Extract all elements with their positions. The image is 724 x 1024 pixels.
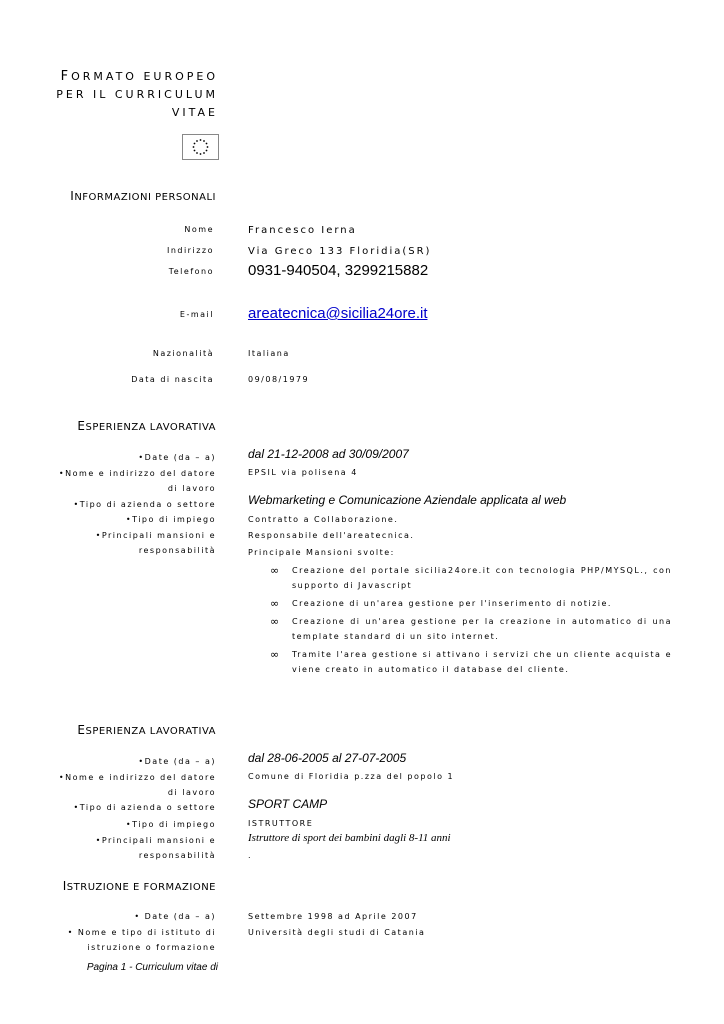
infinity-bullet-icon: ∞ [270, 615, 280, 628]
work1-duties-2: Principale Mansioni svolte: [248, 548, 395, 557]
education-school-label: • Nome e tipo di istituto di istruzione o formazione [67, 928, 216, 952]
work2-dates-label: •Date (da – a) [138, 757, 216, 766]
work2-job: ISTRUTTORE [248, 819, 314, 828]
work1-dates: dal 21-12-2008 ad 30/09/2007 [248, 447, 409, 461]
list-item: ∞ Creazione di un'area gestione per la creazione in automatico di una template standard di un sito internet. [270, 614, 672, 644]
address-label: Indirizzo [166, 246, 214, 255]
work2-duties-label: •Principali mansioni e responsabilità [95, 836, 216, 860]
phone-value: 0931-940504, 3299215882 [248, 262, 429, 279]
name-value: Francesco Ierna [248, 225, 357, 236]
email-label: E-mail [179, 310, 214, 319]
section-personal-info: INFORMAZIONI PERSONALI [70, 189, 216, 203]
work1-duties-list [270, 563, 672, 677]
title-line2: PER IL CURRICULUM [56, 88, 218, 101]
nationality-label: Nazionalità [152, 349, 214, 358]
name-label: Nome [184, 225, 214, 234]
section-work-experience-2: ESPERIENZA LAVORATIVA [77, 723, 216, 737]
work1-sector: Webmarketing e Comunicazione Aziendale applicata al web [248, 493, 567, 507]
infinity-bullet-icon: ∞ [270, 564, 280, 577]
work2-duties-2: . [248, 851, 253, 860]
title-initial: F [60, 69, 72, 84]
work1-duties-label: •Principali mansioni e responsabilità [95, 531, 216, 555]
section-work-experience-1: ESPERIENZA LAVORATIVA [77, 419, 216, 433]
work2-employer-label: •Nome e indirizzo del datore di lavoro [58, 773, 216, 797]
infinity-bullet-icon: ∞ [270, 648, 280, 661]
work2-employer: Comune di Floridia p.zza del popolo 1 [248, 772, 455, 781]
birth-value: 09/08/1979 [248, 375, 310, 384]
infinity-bullet-icon: ∞ [270, 597, 280, 610]
list-item: ∞ Creazione del portale sicilia24ore.it con tecnologia PHP/MYSQL., con supporto di Javascript [270, 563, 672, 593]
work1-employer: EPSIL via polisena 4 [248, 468, 358, 477]
title-line3: VITAE [171, 106, 218, 119]
work1-duties-1: Responsabile dell'areatecnica. [248, 531, 415, 540]
education-school: Università degli studi di Catania [248, 928, 426, 937]
work1-employer-label: •Nome e indirizzo del datore di lavoro [58, 469, 216, 493]
education-dates: Settembre 1998 ad Aprile 2007 [248, 912, 418, 921]
work1-dates-label: •Date (da – a) [138, 453, 216, 462]
work1-job: Contratto a Collaborazione. [248, 515, 399, 524]
work2-duties-1: Istruttore di sport dei bambini dagli 8-11 anni [248, 832, 451, 844]
address-value: Via Greco 133 Floridia(SR) [248, 246, 432, 257]
eu-flag-logo [182, 134, 219, 160]
email-link[interactable]: areatecnica@sicilia24ore.it [248, 305, 428, 322]
work1-sector-label: •Tipo di azienda o settore [73, 500, 216, 509]
nationality-value: Italiana [248, 349, 290, 358]
phone-label: Telefono [168, 267, 214, 276]
title-line1: ORMATO EUROPEO [71, 70, 218, 83]
work2-sector-label: •Tipo di azienda o settore [73, 803, 216, 812]
eu-stars-icon [183, 135, 218, 159]
work2-job-label: •Tipo di impiego [125, 820, 216, 829]
education-dates-label: • Date (da – a) [134, 912, 216, 921]
cv-format-title [18, 68, 218, 122]
list-item: ∞ Creazione di un'area gestione per l'inserimento di notizie. [270, 597, 612, 610]
section-education: ISTRUZIONE E FORMAZIONE [62, 879, 216, 893]
work1-job-label: •Tipo di impiego [125, 515, 216, 524]
work2-sector: SPORT CAMP [248, 797, 328, 811]
list-item: ∞ Tramite l'area gestione si attivano i servizi che un cliente acquista e viene creato in automatico il database del cliente. [270, 647, 672, 677]
birth-label: Data di nascita [131, 375, 214, 384]
work2-dates: dal 28-06-2005 al 27-07-2005 [248, 751, 407, 765]
page-footer: Pagina 1 - Curriculum vitae di [86, 962, 218, 973]
